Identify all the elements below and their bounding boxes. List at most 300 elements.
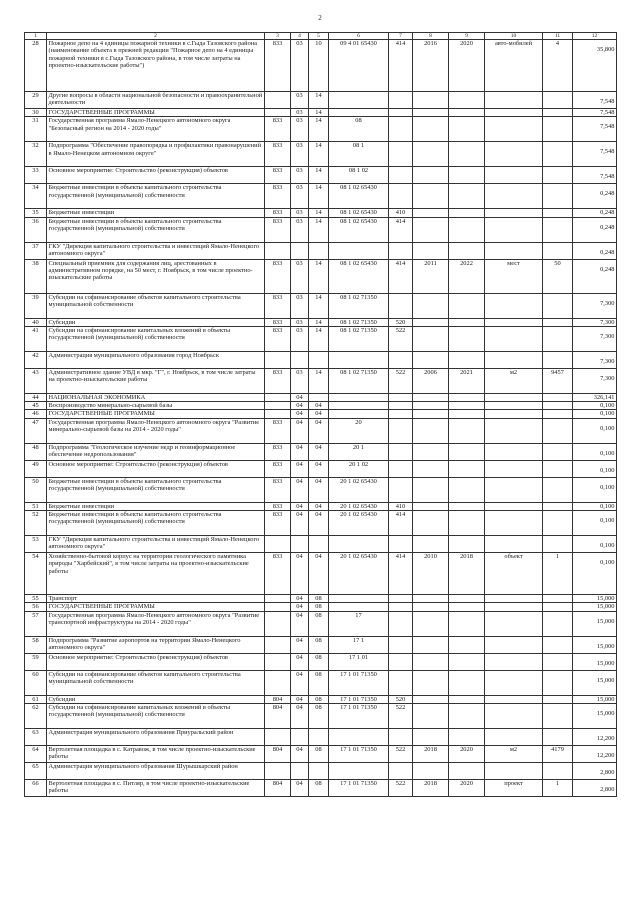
section-code [291,536,309,553]
item-name: Вертолетная площадка в с. Катравож, в том числе проектно-изыскательские работы [47,745,265,762]
start-year [413,695,449,703]
capacity-unit [485,418,543,443]
table-row [25,242,617,259]
subsection-code: 04 [309,402,329,410]
capacity-value [543,703,573,728]
capacity-value [543,393,573,401]
item-name: Подпрограмма "Геологическое изучение недр и геоинформационное обеспечение недропользования" [47,443,265,460]
end-year [449,653,485,670]
amount [573,460,617,477]
expense-type-code: 410 [389,209,413,217]
ministry-code [265,636,291,653]
item-name: Воспроизводство минерально-сырьевой базы [47,402,265,410]
item-name: Государственная программа Ямало-Ненецкого автономного округа "Безопасный регион на 2014 - 2020 годы" [47,117,265,142]
column-number: 10 [485,33,543,40]
capacity-unit: авто-мобилей [485,40,543,92]
end-year [449,209,485,217]
capacity-value [543,117,573,142]
item-name: Бюджетные инвестиции в объекты капитального строительства государственной (муниципальной) собственности [47,217,265,242]
row-number: 45 [25,402,47,410]
expense-type-code [389,242,413,259]
end-year [449,410,485,418]
target-article-code [329,410,389,418]
amount-value: 7,548 [600,148,615,156]
subsection-code: 14 [309,167,329,184]
section-code: 03 [291,184,309,209]
row-number: 48 [25,443,47,460]
capacity-unit [485,460,543,477]
capacity-value [543,636,573,653]
capacity-unit [485,293,543,318]
start-year [413,703,449,728]
section-code: 03 [291,326,309,351]
table-row [25,477,617,502]
subsection-code: 08 [309,636,329,653]
table-body [25,33,617,797]
subsection-code: 04 [309,502,329,510]
subsection-code: 14 [309,92,329,109]
table-row [25,92,617,109]
amount-value: 15,000 [596,659,615,667]
row-number: 53 [25,536,47,553]
table-row [25,217,617,242]
subsection-code: 14 [309,318,329,326]
column-number: 8 [413,33,449,40]
section-code: 03 [291,40,309,92]
capacity-value [543,670,573,695]
table-row [25,603,617,611]
subsection-code [309,351,329,368]
expense-type-code: 414 [389,511,413,536]
start-year [413,109,449,117]
row-number: 56 [25,603,47,611]
ministry-code: 804 [265,703,291,728]
ministry-code [265,393,291,401]
budget-table [24,32,617,797]
expense-type-code: 410 [389,502,413,510]
row-number: 41 [25,326,47,351]
section-code: 04 [291,477,309,502]
table-row [25,402,617,410]
item-name: ГКУ "Дирекция капитального строительства и инвестиций Ямало-Ненецкого автономного округа" [47,242,265,259]
item-name: Специальный приемник для содержания лиц, арестованных в административном порядке, на 50 мест, г. Ноябрьск, в том числе проектно-изыскательские работы [47,259,265,293]
column-number: 1 [25,33,47,40]
target-article-code: 20 1 02 65430 [329,511,389,536]
amount [573,536,617,553]
target-article-code: 20 1 02 65430 [329,477,389,502]
end-year [449,142,485,167]
capacity-value [543,418,573,443]
ministry-code: 833 [265,477,291,502]
start-year [413,142,449,167]
section-code: 04 [291,402,309,410]
end-year [449,92,485,109]
ministry-code: 833 [265,117,291,142]
capacity-value [543,242,573,259]
column-number: 5 [309,33,329,40]
target-article-code: 08 1 02 71350 [329,293,389,318]
table-row [25,728,617,745]
item-name: ГОСУДАРСТВЕННЫЕ ПРОГРАММЫ [47,109,265,117]
section-code: 04 [291,418,309,443]
item-name: Субсидии [47,695,265,703]
end-year [449,242,485,259]
column-number: 6 [329,33,389,40]
ministry-code: 833 [265,460,291,477]
section-code: 04 [291,779,309,796]
target-article-code: 08 [329,117,389,142]
amount [573,443,617,460]
amount [573,502,617,510]
start-year [413,728,449,745]
target-article-code [329,536,389,553]
capacity-value [543,653,573,670]
subsection-code: 14 [309,217,329,242]
capacity-value: 9457 [543,368,573,393]
table-row [25,142,617,167]
expense-type-code [389,167,413,184]
ministry-code [265,536,291,553]
row-number: 61 [25,695,47,703]
amount-value: 0,100 [600,502,615,510]
row-number: 62 [25,703,47,728]
capacity-unit [485,167,543,184]
start-year [413,611,449,636]
capacity-unit [485,511,543,536]
target-article-code: 20 1 02 65430 [329,553,389,595]
row-number: 49 [25,460,47,477]
row-number: 57 [25,611,47,636]
item-name: Основное мероприятие: Строительство (реконструкция) объектов [47,460,265,477]
ministry-code: 833 [265,368,291,393]
amount [573,603,617,611]
capacity-unit [485,209,543,217]
column-number: 11 [543,33,573,40]
row-number: 52 [25,511,47,536]
subsection-code: 04 [309,443,329,460]
amount-value: 7,548 [600,98,615,105]
amount-value: 0,100 [600,402,615,410]
start-year [413,393,449,401]
target-article-code: 08 1 02 65430 [329,217,389,242]
row-number: 29 [25,92,47,109]
end-year: 2020 [449,40,485,92]
amount-value: 15,000 [596,603,615,611]
subsection-code: 14 [309,117,329,142]
target-article-code: 09 4 01 65430 [329,40,389,92]
row-number: 50 [25,477,47,502]
start-year [413,595,449,603]
amount-value: 15,000 [596,595,615,603]
subsection-code: 08 [309,779,329,796]
column-number: 4 [291,33,309,40]
row-number: 31 [25,117,47,142]
amount [573,368,617,393]
amount [573,117,617,142]
item-name: ГОСУДАРСТВЕННЫЕ ПРОГРАММЫ [47,603,265,611]
target-article-code: 17 1 01 71350 [329,703,389,728]
expense-type-code [389,595,413,603]
end-year [449,762,485,779]
ministry-code [265,653,291,670]
expense-type-code: 520 [389,695,413,703]
start-year [413,293,449,318]
capacity-unit [485,611,543,636]
amount [573,410,617,418]
item-name: Бюджетные инвестиции [47,209,265,217]
start-year [413,242,449,259]
table-row [25,368,617,393]
end-year [449,293,485,318]
page-number: 2 [318,14,322,22]
amount [573,109,617,117]
capacity-unit [485,443,543,460]
item-name: Основное мероприятие: Строительство (реконструкция) объектов [47,167,265,184]
capacity-value [543,477,573,502]
end-year: 2018 [449,553,485,595]
subsection-code: 08 [309,695,329,703]
amount-value: 7,300 [600,318,615,326]
ministry-code [265,109,291,117]
target-article-code: 20 1 02 [329,460,389,477]
start-year [413,318,449,326]
expense-type-code [389,293,413,318]
amount [573,259,617,293]
expense-type-code [389,460,413,477]
section-code: 04 [291,595,309,603]
section-code: 04 [291,745,309,762]
table-row [25,109,617,117]
capacity-value [543,142,573,167]
target-article-code [329,393,389,401]
start-year [413,511,449,536]
ministry-code [265,402,291,410]
capacity-value [543,326,573,351]
section-code: 04 [291,502,309,510]
capacity-value: 4 [543,40,573,92]
row-number: 30 [25,109,47,117]
subsection-code: 14 [309,209,329,217]
amount [573,728,617,745]
capacity-unit [485,502,543,510]
item-name: Субсидии на софинансирование объектов капитального строительства муниципальной собственности [47,670,265,695]
target-article-code [329,242,389,259]
ministry-code: 833 [265,418,291,443]
table-row [25,703,617,728]
target-article-code: 08 1 02 65430 [329,259,389,293]
start-year [413,477,449,502]
subsection-code: 14 [309,293,329,318]
end-year [449,695,485,703]
end-year [449,460,485,477]
section-code: 04 [291,393,309,401]
subsection-code: 14 [309,259,329,293]
table-row [25,511,617,536]
section-code: 04 [291,636,309,653]
ministry-code [265,728,291,745]
capacity-unit [485,603,543,611]
capacity-unit [485,393,543,401]
amount-value: 7,548 [600,109,615,116]
amount-value: 7,300 [600,299,615,307]
end-year [449,318,485,326]
table-row [25,502,617,510]
section-code: 04 [291,670,309,695]
capacity-value [543,184,573,209]
subsection-code: 08 [309,703,329,728]
table-row [25,393,617,401]
amount-value: 0,248 [600,190,615,198]
table-row [25,595,617,603]
capacity-unit [485,142,543,167]
ministry-code: 833 [265,511,291,536]
amount-value: 12,200 [596,751,615,759]
target-article-code: 08 1 02 71350 [329,368,389,393]
table-row [25,410,617,418]
expense-type-code [389,410,413,418]
amount [573,167,617,184]
section-code: 03 [291,368,309,393]
expense-type-code: 414 [389,553,413,595]
amount [573,402,617,410]
end-year [449,393,485,401]
target-article-code: 08 1 02 71350 [329,318,389,326]
amount-value: 0,100 [600,449,615,457]
amount-value: 7,300 [600,374,615,382]
section-code: 03 [291,293,309,318]
ministry-code [265,242,291,259]
capacity-value [543,536,573,553]
start-year [413,460,449,477]
capacity-value [543,318,573,326]
column-number: 9 [449,33,485,40]
amount-value: 0,100 [600,410,615,418]
expense-type-code: 520 [389,318,413,326]
start-year [413,762,449,779]
start-year [413,670,449,695]
amount-value: 326,141 [593,393,615,401]
amount-value: 0,248 [600,248,615,256]
ministry-code [265,92,291,109]
capacity-value [543,595,573,603]
end-year [449,703,485,728]
item-name: Субсидии на софинансирование капитальных вложений в объекты государственной (муниципальной) собственности [47,703,265,728]
amount [573,242,617,259]
target-article-code: 17 1 01 71350 [329,779,389,796]
subsection-code: 04 [309,553,329,595]
amount [573,762,617,779]
row-number: 55 [25,595,47,603]
end-year [449,418,485,443]
ministry-code: 804 [265,745,291,762]
capacity-unit [485,670,543,695]
start-year [413,351,449,368]
amount [573,393,617,401]
start-year [413,217,449,242]
target-article-code: 17 1 01 [329,653,389,670]
ministry-code: 833 [265,318,291,326]
target-article-code [329,595,389,603]
table-row [25,293,617,318]
amount [573,293,617,318]
item-name: Другие вопросы в области национальной безопасности и правоохранительной деятельности [47,92,265,109]
capacity-unit [485,595,543,603]
item-name: Бюджетные инвестиции в объекты капитального строительства государственной (муниципальной) собственности [47,184,265,209]
start-year: 2016 [413,40,449,92]
capacity-unit [485,536,543,553]
section-code: 04 [291,443,309,460]
ministry-code [265,410,291,418]
target-article-code: 20 1 02 65430 [329,502,389,510]
item-name: Администрация муниципального образования Шурышкарский район [47,762,265,779]
capacity-unit [485,762,543,779]
item-name: Административное здание УВД в мкр. "Г", г. Ноябрьск, в том числе затраты на проектно-изыскательские работы [47,368,265,393]
start-year [413,502,449,510]
target-article-code [329,728,389,745]
row-number: 44 [25,393,47,401]
amount [573,611,617,636]
start-year [413,443,449,460]
capacity-value [543,603,573,611]
section-code: 03 [291,318,309,326]
start-year [413,184,449,209]
target-article-code: 08 1 02 65430 [329,209,389,217]
subsection-code: 04 [309,477,329,502]
ministry-code: 833 [265,293,291,318]
capacity-value [543,762,573,779]
table-row [25,184,617,209]
table-row [25,40,617,92]
ministry-code: 833 [265,40,291,92]
start-year: 2018 [413,745,449,762]
row-number: 58 [25,636,47,653]
table-row [25,209,617,217]
capacity-value [543,351,573,368]
ministry-code [265,351,291,368]
ministry-code: 833 [265,259,291,293]
end-year: 2022 [449,259,485,293]
expense-type-code [389,762,413,779]
amount-value: 12,200 [596,734,615,742]
end-year [449,477,485,502]
item-name: Государственная программа Ямало-Ненецкого автономного округа "Развитие транспортной инфраструктуры на 2014 - 2020 годы" [47,611,265,636]
amount-value: 0,248 [600,223,615,231]
amount-value: 15,000 [596,617,615,625]
row-number: 33 [25,167,47,184]
amount [573,477,617,502]
capacity-unit [485,217,543,242]
target-article-code: 17 [329,611,389,636]
start-year [413,402,449,410]
ministry-code: 833 [265,142,291,167]
subsection-code: 08 [309,603,329,611]
amount [573,40,617,92]
start-year [413,536,449,553]
target-article-code: 08 1 02 71350 [329,326,389,351]
section-code: 03 [291,142,309,167]
section-code: 04 [291,511,309,536]
expense-type-code [389,142,413,167]
table-row [25,443,617,460]
target-article-code: 08 1 02 [329,167,389,184]
subsection-code: 14 [309,326,329,351]
start-year [413,92,449,109]
capacity-unit: м2 [485,368,543,393]
end-year [449,443,485,460]
end-year [449,502,485,510]
capacity-value [543,209,573,217]
row-number: 63 [25,728,47,745]
